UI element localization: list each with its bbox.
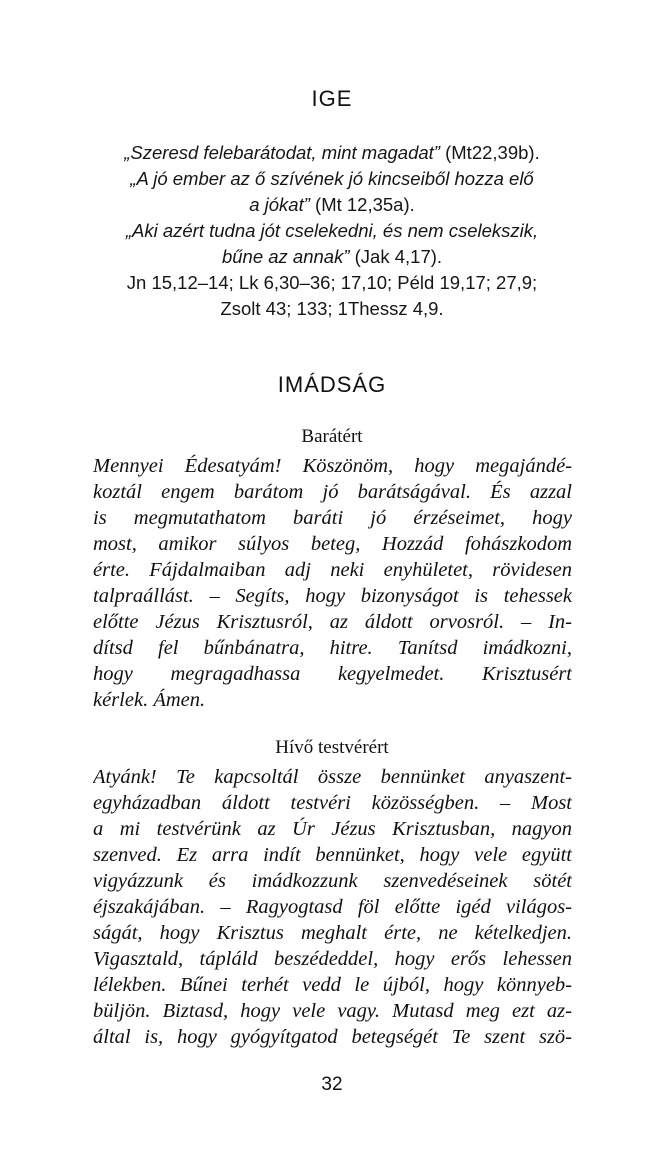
verse-reference: (Mt 12,35a). bbox=[309, 194, 415, 215]
prayer-title-baratert: Barátért bbox=[301, 426, 363, 447]
prayer-line: szenved. Ez arra indít bennünket, hogy vele együtt bbox=[93, 844, 572, 866]
prayer-line: által is, hogy gyógyítgatod betegségét Te szent szö- bbox=[93, 1026, 572, 1048]
prayer-body-baratert bbox=[93, 453, 572, 713]
prayer-line: kérlek. Ámen. bbox=[93, 689, 206, 711]
prayer-line: Mennyei Édesatyám! Köszönöm, hogy megajándé- bbox=[93, 455, 572, 477]
verse-quote: „Aki azért tudna jót cselekedni, és nem cselekszik, bbox=[125, 220, 539, 241]
prayer-title-hivo-testverert: Hívő testvérért bbox=[275, 737, 389, 758]
verse-line bbox=[80, 192, 584, 218]
prayer-line: ságát, hogy Krisztus meghalt érte, ne kételkedjen. bbox=[93, 922, 572, 944]
verse-line bbox=[80, 218, 584, 244]
prayer-line: koztál engem barátom jó barátságával. És azzal bbox=[93, 481, 572, 503]
verse-quote: „A jó ember az ő szívének jó kincseiből hozza elő bbox=[130, 168, 534, 189]
verse-quote: a jókat” bbox=[249, 194, 310, 215]
prayer-line: büljön. Biztasd, hogy vele vagy. Mutasd meg ezt az- bbox=[93, 1000, 572, 1022]
verse-line bbox=[80, 140, 584, 166]
verse-line bbox=[80, 244, 584, 270]
verse-line bbox=[80, 270, 584, 296]
prayer-line: hogy megragadhassa kegyelmedet. Krisztusért bbox=[93, 663, 572, 685]
prayer-line: egyházadban áldott testvéri közösségben. – Most bbox=[93, 792, 572, 814]
prayer-line: dítsd fel bűnbánatra, hitre. Tanítsd imádkozni, bbox=[93, 637, 572, 659]
verse-reference: Zsolt 43; 133; 1Thessz 4,9. bbox=[220, 298, 444, 319]
prayer-body-hivo-testverert bbox=[93, 764, 572, 1050]
prayer-line: talpraállást. – Segíts, hogy bizonyságot is tehessek bbox=[93, 585, 572, 607]
prayer-line: Vigasztald, tápláld beszédeddel, hogy erős lehessen bbox=[93, 948, 572, 970]
prayer-line: is megmutathatom baráti jó érzéseimet, hogy bbox=[93, 507, 572, 529]
verse-line bbox=[80, 166, 584, 192]
verse-reference: (Mt22,39b). bbox=[439, 142, 540, 163]
prayer-line: a mi testvérünk az Úr Jézus Krisztusban, nagyon bbox=[93, 818, 572, 840]
page-number: 32 bbox=[321, 1074, 343, 1095]
prayer-line: most, amikor súlyos beteg, Hozzád fohászkodom bbox=[93, 533, 572, 555]
prayer-line: éjszakájában. – Ragyogtasd föl előtte igéd világos- bbox=[93, 896, 572, 918]
prayer-line: vigyázzunk és imádkozzunk szenvedéseinek sötét bbox=[93, 870, 572, 892]
verse-quote: bűne az annak” bbox=[221, 246, 350, 267]
verse-quote: „Szeresd felebarátodat, mint magadat” bbox=[124, 142, 440, 163]
prayer-line: lélekben. Bűnei terhét vedd le újból, hogy könnyeb- bbox=[93, 974, 572, 996]
ige-verses bbox=[80, 140, 584, 322]
prayer-line: Atyánk! Te kapcsoltál össze bennünket anyaszent- bbox=[93, 766, 572, 788]
imadsag-heading: IMÁDSÁG bbox=[277, 372, 387, 397]
prayer-line: előtte Jézus Krisztusról, az áldott orvosról. – In- bbox=[93, 611, 572, 633]
ige-heading: IGE bbox=[311, 86, 353, 111]
verse-reference: (Jak 4,17). bbox=[349, 246, 443, 267]
verse-line bbox=[80, 296, 584, 322]
verse-reference: Jn 15,12–14; Lk 6,30–36; 17,10; Péld 19,17; 27,9; bbox=[126, 272, 538, 293]
prayer-line: érte. Fájdalmaiban adj neki enyhületet, rövidesen bbox=[93, 559, 572, 581]
